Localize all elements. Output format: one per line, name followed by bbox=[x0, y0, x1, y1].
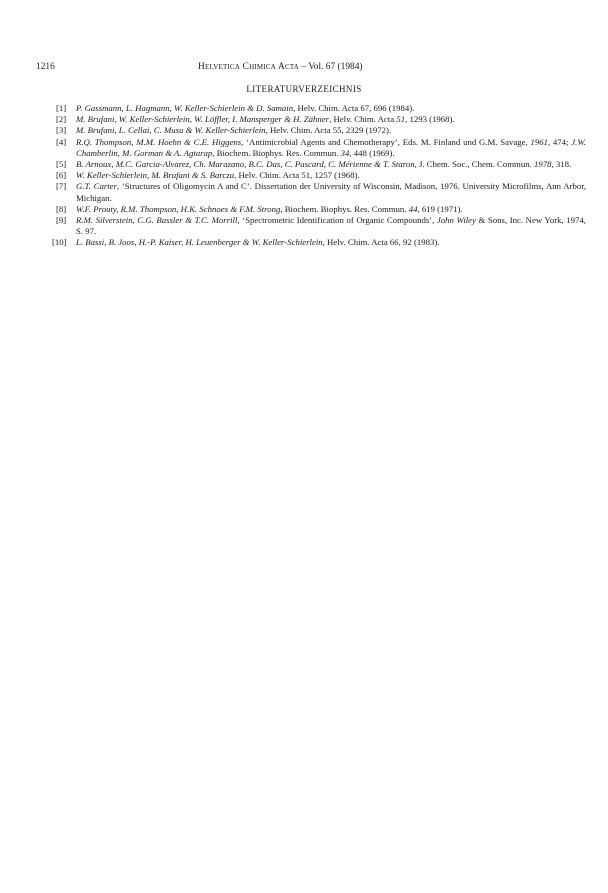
reference-number: [10] bbox=[52, 237, 67, 248]
reference-pages: , 619 (1971). bbox=[417, 203, 463, 214]
reference-item bbox=[56, 114, 586, 125]
reference-number: [7] bbox=[56, 181, 67, 192]
reference-number: [1] bbox=[56, 103, 67, 113]
reference-item bbox=[56, 215, 586, 237]
reference-pages: & Sons, Inc. New York, 1974, S. 97. bbox=[76, 215, 586, 237]
reference-item bbox=[56, 159, 586, 170]
reference-volume: 34 bbox=[340, 147, 350, 158]
reference-year: 1961 bbox=[530, 136, 548, 147]
reference-authors: R.Q. Thompson, M.M. Hoehn & C.E. Higgens bbox=[76, 136, 242, 147]
reference-number: [9] bbox=[56, 215, 67, 226]
journal-name: Helvetica Chimica Acta bbox=[198, 62, 300, 72]
reference-source: , Helv. Chim. Acta 51, 1257 (1968). bbox=[234, 170, 360, 181]
reference-authors: M. Brufani, L. Cellai, C. Musu & W. Keller-Schierlein bbox=[76, 125, 266, 136]
reference-year: 1978 bbox=[533, 159, 552, 170]
reference-volume: 51 bbox=[396, 114, 406, 125]
reference-item bbox=[56, 170, 586, 181]
reference-authors: R.M. Silverstein, C.G. Bassler & T.C. Morrill bbox=[76, 215, 238, 226]
reference-source: , ‘Spectrometric Identification of Organic Compounds’, bbox=[237, 215, 437, 226]
reference-number: [3] bbox=[56, 125, 67, 136]
reference-source: , Helv. Chim. Acta bbox=[329, 114, 397, 125]
reference-item bbox=[56, 103, 586, 114]
reference-pages: , 474; bbox=[547, 136, 572, 147]
reference-number: [2] bbox=[56, 114, 67, 125]
reference-authors: W.F. Prouty, R.M. Thompson, H.K. Schnoes & F.M. Strong bbox=[76, 203, 281, 214]
reference-number: [5] bbox=[56, 159, 67, 170]
reference-publisher: John Wiley bbox=[436, 215, 476, 226]
reference-number: [8] bbox=[56, 203, 67, 214]
reference-pages: , 318. bbox=[551, 159, 572, 170]
reference-source: , Biochem. Biophys. Res. Commun. bbox=[280, 203, 409, 214]
journal-citation bbox=[198, 60, 363, 74]
journal-volume-year: – Vol. 67 (1984) bbox=[299, 62, 363, 72]
reference-pages-secondary: , 448 (1969). bbox=[349, 147, 395, 158]
reference-authors: M. Brufani, W. Keller-Schierlein, W. Löffler, I. Mansperger & H. Zähner bbox=[76, 114, 330, 125]
section-title: LITERATURVERZEICHNIS bbox=[246, 84, 362, 94]
reference-authors: W. Keller-Schierlein, M. Brufani & S. Barcza bbox=[76, 170, 235, 181]
reference-item bbox=[56, 181, 586, 203]
reference-source: , J. Chem. Soc., Chem. Commun. bbox=[414, 159, 534, 170]
reference-source: , Helv. Chim. Acta 66, 92 (1983). bbox=[322, 237, 440, 248]
reference-authors: L. Bassi, B. Joos, H.-P. Kaiser, H. Leuenberger & W. Keller-Schierlein bbox=[76, 237, 323, 248]
reference-number: [4] bbox=[56, 136, 67, 147]
reference-authors: B. Arnoux, M.C. Garcia-Alvarez, Ch. Marazano, B.C. Das, C. Pascard, C. Mérienne & T. Staron bbox=[76, 159, 415, 170]
reference-authors: G.T. Carter bbox=[76, 181, 117, 192]
reference-list bbox=[52, 103, 587, 249]
reference-source-secondary: , Biochem. Biophys. Res. Commun. bbox=[212, 147, 341, 158]
reference-source: , Helv. Chim. Acta 55, 2329 (1972). bbox=[265, 125, 392, 136]
reference-volume: 44 bbox=[408, 203, 418, 214]
reference-item bbox=[56, 204, 586, 215]
reference-item bbox=[52, 237, 586, 248]
reference-item bbox=[56, 137, 586, 159]
reference-authors-secondary: J.W. Chamberlin, M. Gorman & A. Agtarap bbox=[76, 136, 586, 158]
reference-source: , ‘Structures of Oligomycin A and C’. Dissertation der University of Wisconsin, Madison, 1976. University Microfilms, Ann Arbor, Michigan. bbox=[76, 181, 587, 203]
page-number: 1216 bbox=[36, 62, 55, 72]
reference-item bbox=[56, 125, 586, 136]
reference-number: [6] bbox=[56, 170, 67, 181]
reference-source: , Helv. Chim. Acta 67, 696 (1984). bbox=[293, 103, 415, 113]
running-header bbox=[36, 60, 586, 74]
reference-source: , ‘Antimicrobial Agents and Chemotherapy’, Eds. M. Finland und G.M. Savage, bbox=[241, 136, 531, 147]
reference-authors: P. Gassmann, L. Hagmann, W. Keller-Schierlein & D. Samain bbox=[76, 103, 294, 113]
reference-pages: , 1293 (1968). bbox=[405, 114, 455, 125]
